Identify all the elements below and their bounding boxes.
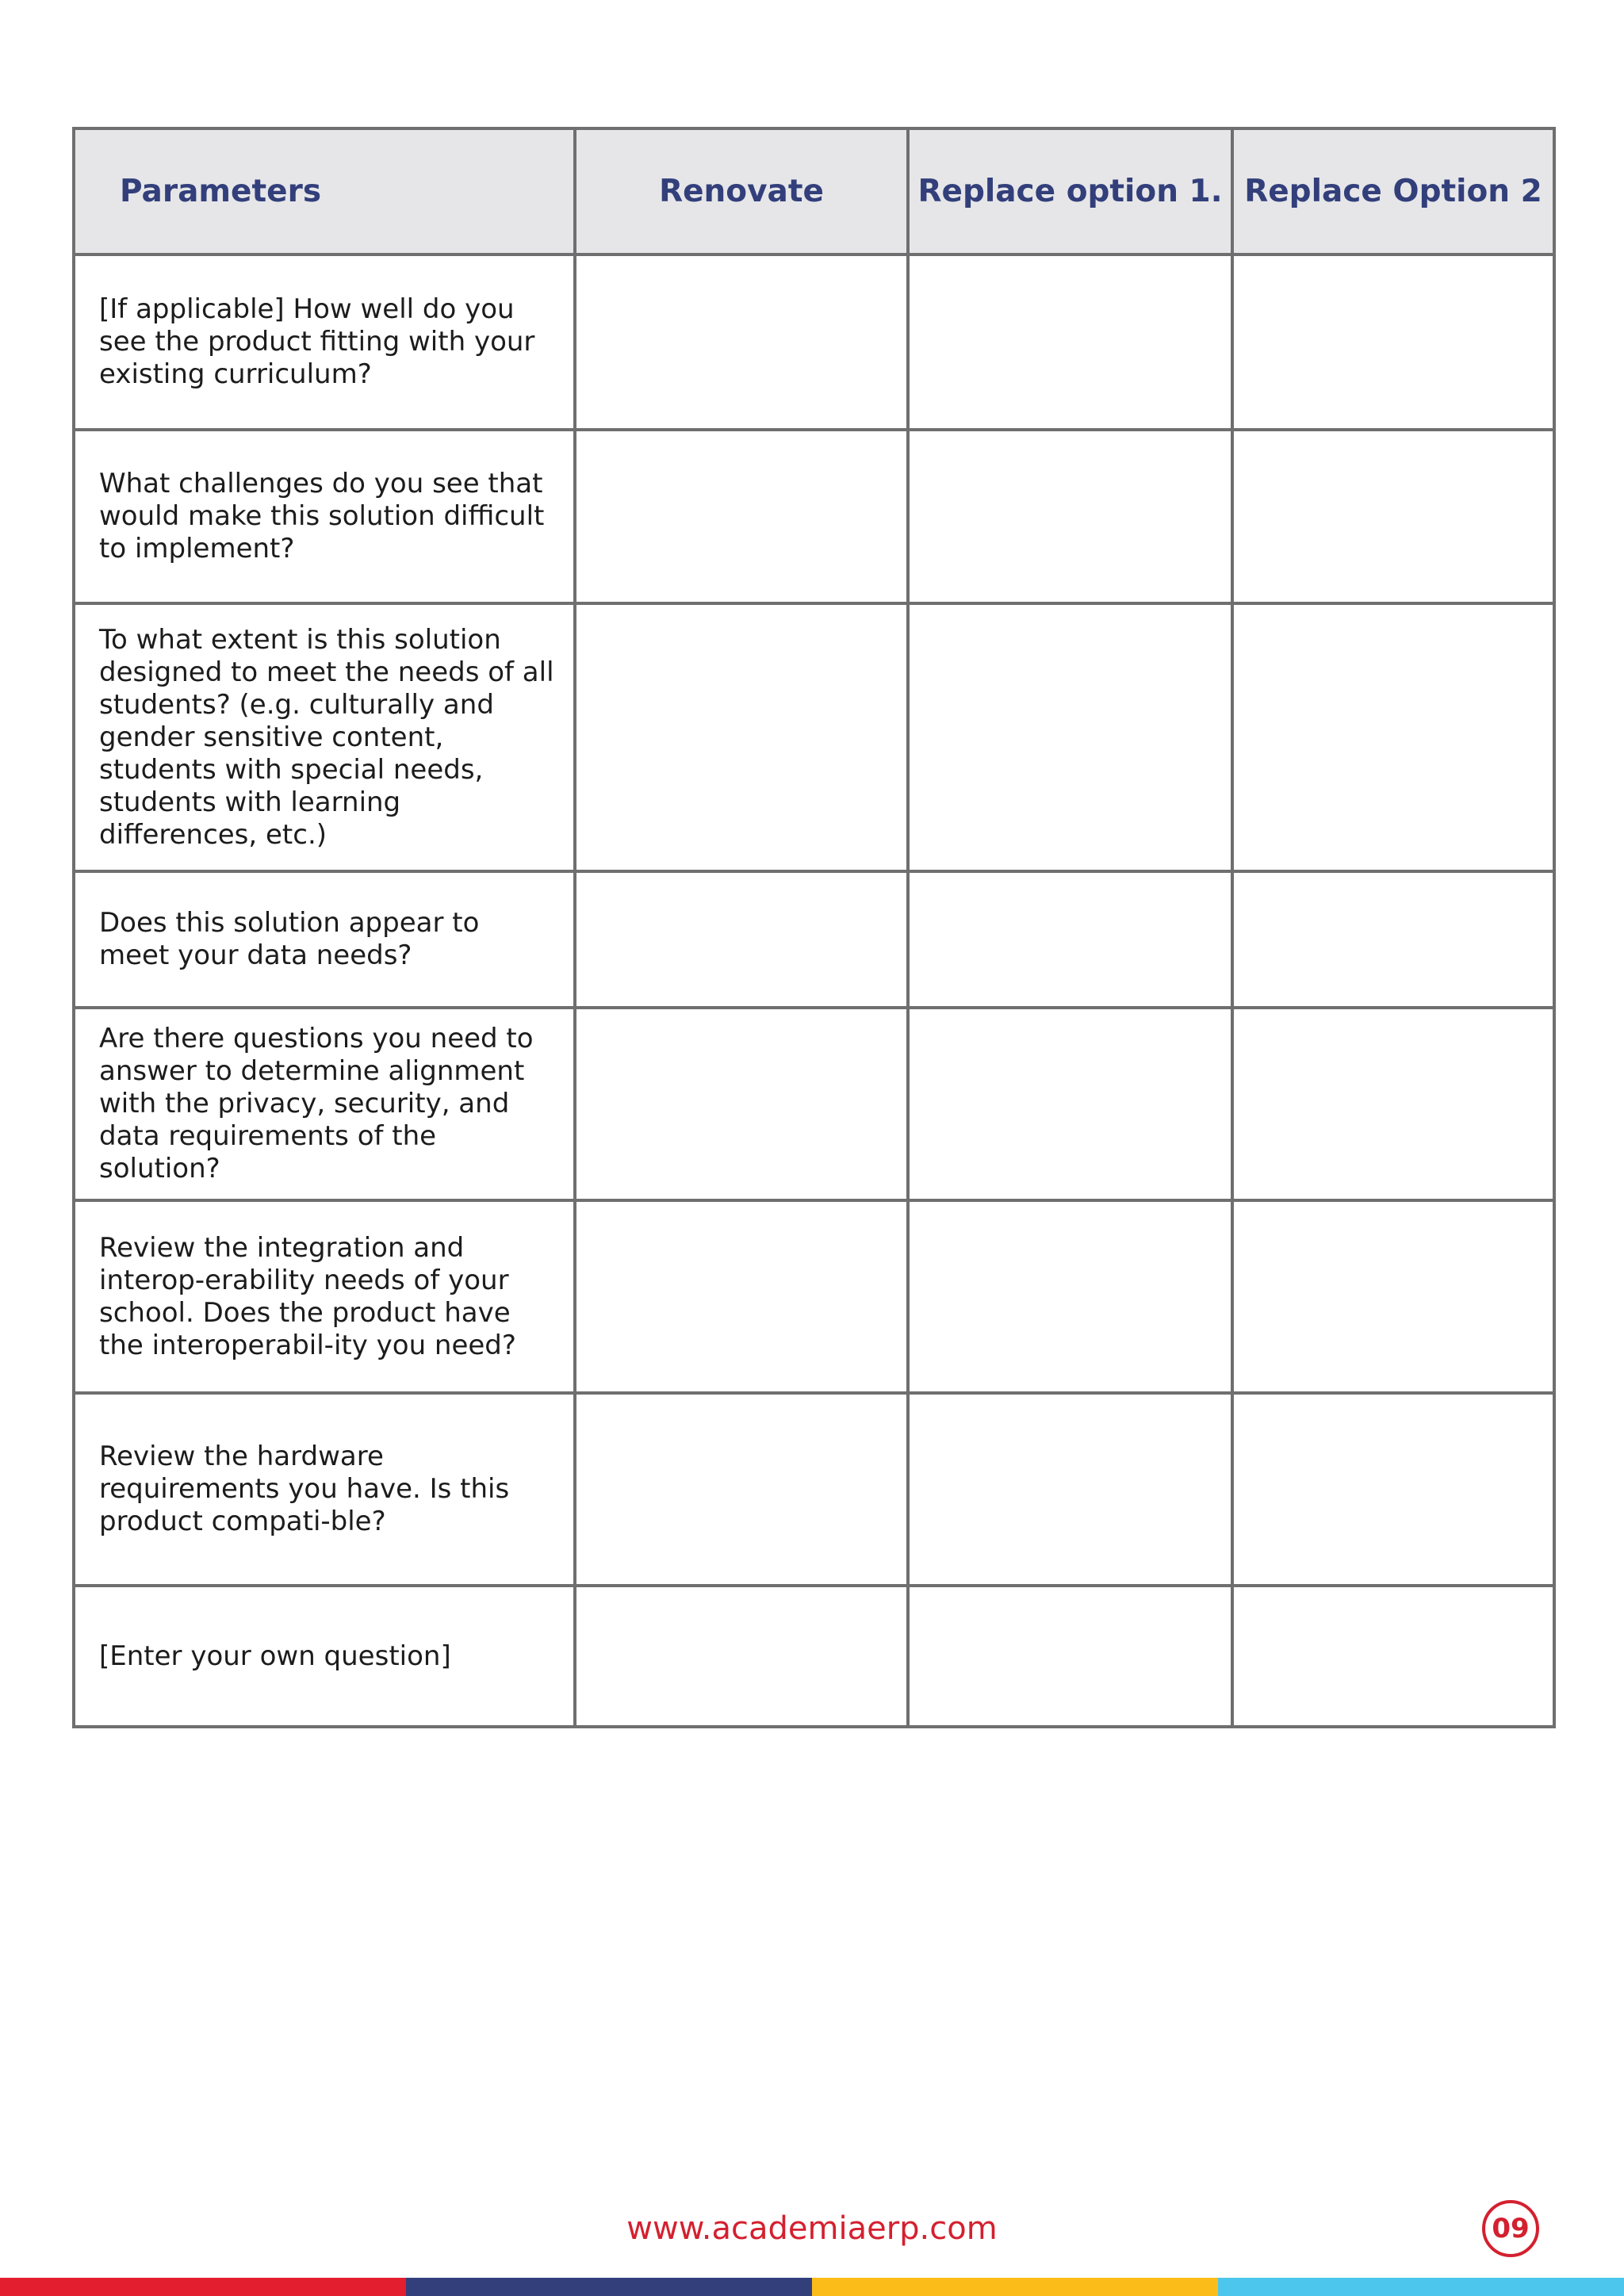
stripe-navy xyxy=(406,2278,812,2296)
renovate-cell[interactable] xyxy=(575,1393,908,1586)
table-header-row xyxy=(74,128,1554,254)
replace-option-2-cell[interactable] xyxy=(1232,254,1554,430)
renovate-cell[interactable] xyxy=(575,871,908,1008)
header-parameters: Parameters xyxy=(74,128,575,254)
renovate-cell[interactable] xyxy=(575,1586,908,1727)
table-row xyxy=(74,1200,1554,1393)
question-cell: Are there questions you need to answer to determine alignment with the privacy, security, and data requirements of the solution? xyxy=(74,1008,575,1200)
table-row xyxy=(74,871,1554,1008)
renovate-cell[interactable] xyxy=(575,1200,908,1393)
renovate-cell[interactable] xyxy=(575,254,908,430)
question-cell: What challenges do you see that would make this solution difficult to implement? xyxy=(74,430,575,603)
renovate-cell[interactable] xyxy=(575,430,908,603)
stripe-yellow xyxy=(812,2278,1218,2296)
table-row xyxy=(74,603,1554,871)
stripe-red xyxy=(0,2278,406,2296)
header-replace-option-2: Replace Option 2 xyxy=(1232,128,1554,254)
question-cell: [If applicable] How well do you see the product fitting with your existing curriculum? xyxy=(74,254,575,430)
replace-option-2-cell[interactable] xyxy=(1232,1008,1554,1200)
website-link[interactable]: www.academiaerp.com xyxy=(626,2210,998,2247)
replace-option-1-cell[interactable] xyxy=(908,871,1232,1008)
replace-option-1-cell[interactable] xyxy=(908,603,1232,871)
table-row xyxy=(74,1393,1554,1586)
replace-option-2-cell[interactable] xyxy=(1232,430,1554,603)
replace-option-1-cell[interactable] xyxy=(908,254,1232,430)
replace-option-2-cell[interactable] xyxy=(1232,1393,1554,1586)
question-cell: Does this solution appear to meet your data needs? xyxy=(74,871,575,1008)
footer-color-stripe xyxy=(0,2278,1624,2296)
replace-option-1-cell[interactable] xyxy=(908,1008,1232,1200)
renovate-cell[interactable] xyxy=(575,603,908,871)
table-row xyxy=(74,430,1554,603)
renovate-cell[interactable] xyxy=(575,1008,908,1200)
replace-option-1-cell[interactable] xyxy=(908,1200,1232,1393)
header-renovate: Renovate xyxy=(575,128,908,254)
question-cell: Review the integration and interop-erability needs of your school. Does the product have the interoperabil-ity you need? xyxy=(74,1200,575,1393)
table-row xyxy=(74,254,1554,430)
replace-option-2-cell[interactable] xyxy=(1232,603,1554,871)
replace-option-1-cell[interactable] xyxy=(908,430,1232,603)
evaluation-table xyxy=(72,127,1556,1728)
page-number-badge: 09 xyxy=(1482,2200,1539,2257)
header-replace-option-1: Replace option 1. xyxy=(908,128,1232,254)
question-cell: To what extent is this solution designed to meet the needs of all students? (e.g. culturally and gender sensitive content, students with special needs, students with learning differences, etc.) xyxy=(74,603,575,871)
table-row xyxy=(74,1586,1554,1727)
replace-option-2-cell[interactable] xyxy=(1232,871,1554,1008)
replace-option-2-cell[interactable] xyxy=(1232,1200,1554,1393)
question-cell: [Enter your own question] xyxy=(74,1586,575,1727)
question-cell: Review the hardware requirements you have. Is this product compati-ble? xyxy=(74,1393,575,1586)
stripe-cyan xyxy=(1218,2278,1624,2296)
replace-option-1-cell[interactable] xyxy=(908,1586,1232,1727)
table-row xyxy=(74,1008,1554,1200)
replace-option-1-cell[interactable] xyxy=(908,1393,1232,1586)
replace-option-2-cell[interactable] xyxy=(1232,1586,1554,1727)
